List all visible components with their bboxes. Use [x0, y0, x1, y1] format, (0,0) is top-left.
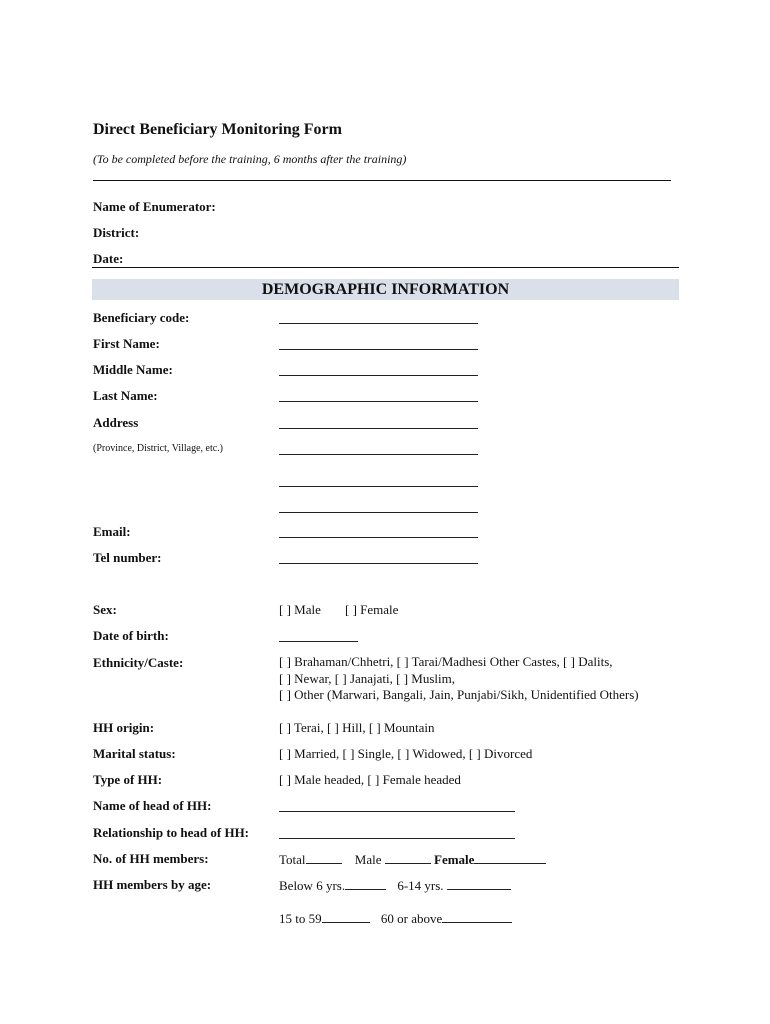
age15-59-field[interactable]	[322, 910, 370, 923]
head-name-field[interactable]	[279, 811, 515, 812]
district-label: District:	[93, 225, 140, 240]
age-row-2	[279, 910, 512, 927]
total-field[interactable]	[306, 851, 342, 864]
beneficiary-code-field[interactable]	[279, 323, 478, 324]
address-field-1[interactable]	[279, 428, 478, 429]
section-header	[92, 279, 679, 300]
sex-female-option[interactable]: [ ] Female	[345, 602, 399, 617]
female-field[interactable]	[474, 851, 546, 864]
title-divider	[93, 180, 671, 181]
dob-field[interactable]	[279, 641, 358, 642]
last-name-field[interactable]	[279, 401, 478, 402]
relationship-label: Relationship to head of HH:	[93, 825, 250, 840]
ethnicity-label: Ethnicity/Caste:	[93, 655, 184, 670]
age-row-1	[279, 877, 511, 894]
tel-field[interactable]	[279, 563, 478, 564]
section-title: DEMOGRAPHIC INFORMATION	[261, 281, 510, 298]
age6-14-label: 6-14 yrs.	[397, 878, 444, 893]
age15-59-label: 15 to 59	[279, 911, 322, 926]
address-field-4[interactable]	[279, 512, 478, 513]
hh-origin-options[interactable]: [ ] Terai, [ ] Hill, [ ] Mountain	[279, 720, 435, 735]
address-hint: (Province, District, Village, etc.)	[93, 443, 224, 454]
enumerator-label: Name of Enumerator:	[93, 199, 216, 214]
female-label: Female	[434, 852, 475, 867]
address-field-3[interactable]	[279, 486, 478, 487]
last-name-label: Last Name:	[93, 388, 158, 403]
first-name-field[interactable]	[279, 349, 478, 350]
tel-label: Tel number:	[93, 550, 162, 565]
total-label: Total	[279, 852, 306, 867]
below6-label: Below 6 yrs.	[279, 878, 346, 893]
age60-field[interactable]	[442, 910, 512, 923]
form-subtitle: (To be completed before the training, 6 months after the training)	[93, 152, 407, 166]
ethnicity-options[interactable]	[279, 654, 639, 704]
address-field-2[interactable]	[279, 454, 478, 455]
relationship-field[interactable]	[279, 838, 515, 839]
head-name-label: Name of head of HH:	[93, 798, 212, 813]
beneficiary-code-label: Beneficiary code:	[93, 310, 190, 325]
middle-name-label: Middle Name:	[93, 362, 173, 377]
dob-label: Date of birth:	[93, 628, 169, 643]
hh-by-age-label: HH members by age:	[93, 877, 212, 892]
header-divider	[92, 267, 679, 268]
middle-name-field[interactable]	[279, 375, 478, 376]
age6-14-field[interactable]	[447, 877, 511, 890]
hh-type-label: Type of HH:	[93, 772, 163, 787]
address-label: Address	[93, 415, 139, 430]
email-field[interactable]	[279, 537, 478, 538]
ethnicity-line-2[interactable]: [ ] Newar, [ ] Janajati, [ ] Muslim,	[279, 670, 456, 686]
ethnicity-line-3[interactable]: [ ] Other (Marwari, Bangali, Jain, Punjabi/Sikh, Unidentified Others)	[279, 687, 639, 702]
date-label: Date:	[93, 251, 124, 266]
hh-type-options[interactable]: [ ] Male headed, [ ] Female headed	[279, 772, 461, 787]
first-name-label: First Name:	[93, 336, 160, 351]
marital-options[interactable]: [ ] Married, [ ] Single, [ ] Widowed, [ ] Divorced	[279, 746, 533, 761]
form-title: Direct Beneficiary Monitoring Form	[93, 121, 342, 138]
hh-members-label: No. of HH members:	[93, 851, 209, 866]
hh-members-row	[279, 851, 546, 868]
ethnicity-line-1[interactable]: [ ] Brahaman/Chhetri, [ ] Tarai/Madhesi Other Castes, [ ] Dalits,	[279, 654, 613, 669]
sex-label: Sex:	[93, 602, 117, 617]
sex-male-option[interactable]: [ ] Male	[279, 602, 321, 617]
hh-origin-label: HH origin:	[93, 720, 155, 735]
below6-field[interactable]	[345, 877, 386, 890]
marital-label: Marital status:	[93, 746, 176, 761]
male-field[interactable]	[385, 851, 431, 864]
age60-label: 60 or above	[380, 911, 443, 926]
email-label: Email:	[93, 524, 131, 539]
male-label: Male	[354, 852, 382, 867]
